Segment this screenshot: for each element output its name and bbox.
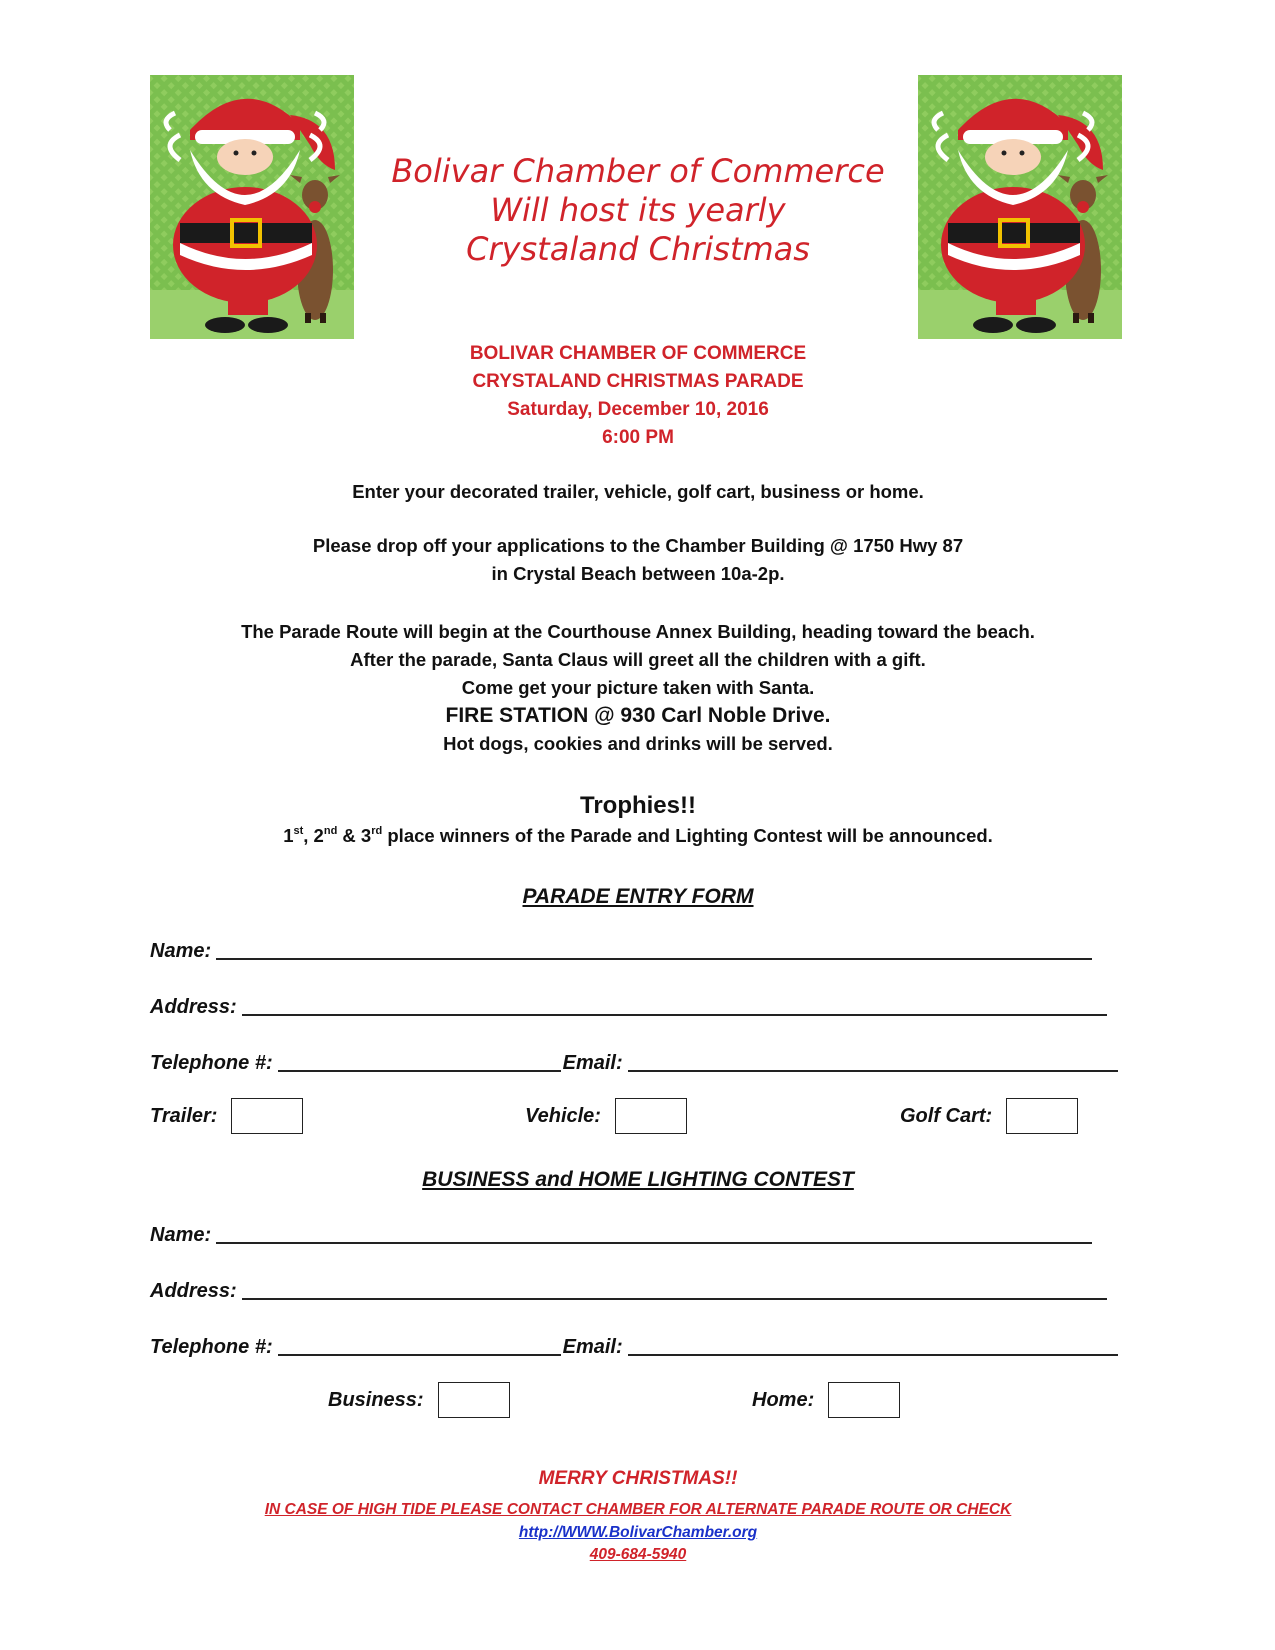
route-line-2: After the parade, Santa Claus will greet all the children with a gift. [350, 649, 926, 670]
lighting-email-line[interactable] [628, 1354, 1118, 1356]
business-label: Business: [328, 1388, 424, 1411]
enter-text: Enter your decorated trailer, vehicle, golf cart, business or home. [352, 481, 924, 502]
ordinal-2-suffix: nd [323, 825, 338, 837]
lighting-telephone-line[interactable] [278, 1354, 561, 1356]
parade-telephone-line[interactable] [278, 1070, 561, 1072]
merry-christmas: MERRY CHRISTMAS!! [538, 1468, 738, 1489]
lighting-contest-title: BUSINESS and HOME LIGHTING CONTEST [422, 1168, 854, 1191]
ordinal-1-suffix: st [293, 825, 304, 837]
trophies-rest: place winners of the Parade and Lighting Contest will be announced. [382, 825, 993, 846]
lighting-address-line[interactable] [242, 1298, 1107, 1300]
lighting-name-line[interactable] [216, 1242, 1092, 1244]
event-announcement-heading [300, 152, 976, 269]
parade-email-label: Email: [562, 1052, 623, 1074]
chamber-website-link[interactable]: http://WWW.BolivarChamber.org [518, 1524, 758, 1541]
dropoff-line-2: in Crystal Beach between 10a-2p. [491, 563, 785, 584]
golf-cart-label: Golf Cart: [900, 1104, 993, 1127]
vehicle-label: Vehicle: [525, 1104, 601, 1127]
heading-line-1: Bolivar Chamber of Commerce [391, 152, 885, 190]
event-info [300, 340, 976, 452]
route-line-3: Come get your picture taken with Santa. [461, 677, 815, 698]
fire-station-line: FIRE STATION @ 930 Carl Noble Drive. [445, 704, 831, 727]
route-info [120, 618, 1156, 758]
parade-name-field[interactable] [150, 940, 1092, 963]
trailer-label: Trailer: [150, 1104, 218, 1127]
parade-email-line[interactable] [628, 1070, 1118, 1072]
parade-telephone-field[interactable] [150, 1052, 1118, 1075]
home-label: Home: [752, 1388, 815, 1411]
food-line: Hot dogs, cookies and drinks will be served. [443, 733, 833, 754]
parade-vehicle-option[interactable] [525, 1098, 687, 1134]
parade-telephone-label: Telephone #: [150, 1052, 273, 1074]
chamber-phone: 409-684-5940 [589, 1546, 687, 1563]
lighting-address-label: Address: [150, 1280, 237, 1302]
trailer-checkbox[interactable] [231, 1098, 303, 1134]
lighting-name-label: Name: [150, 1224, 212, 1246]
lighting-telephone-field[interactable] [150, 1336, 1118, 1359]
home-checkbox[interactable] [828, 1382, 900, 1418]
ordinal-2: , 2 [303, 825, 324, 846]
event-name: CRYSTALAND CHRISTMAS PARADE [472, 371, 804, 392]
ordinal-1: 1 [283, 825, 294, 846]
lighting-address-field[interactable] [150, 1280, 1107, 1303]
trophies-heading: Trophies!! [579, 792, 696, 819]
parade-trailer-option[interactable] [150, 1098, 303, 1134]
event-date: Saturday, December 10, 2016 [507, 399, 769, 420]
route-line-1: The Parade Route will begin at the Courthouse Annex Building, heading toward the beach. [241, 621, 1035, 642]
entry-instructions [120, 478, 1156, 506]
parade-address-field[interactable] [150, 996, 1107, 1019]
ordinal-3: & 3 [337, 825, 372, 846]
lighting-email-label: Email: [562, 1336, 623, 1358]
parade-name-label: Name: [150, 940, 212, 962]
parade-address-label: Address: [150, 996, 237, 1018]
parade-name-line[interactable] [216, 958, 1092, 960]
lighting-telephone-label: Telephone #: [150, 1336, 273, 1358]
parade-address-line[interactable] [242, 1014, 1107, 1016]
ordinal-3-suffix: rd [371, 825, 383, 837]
parade-entry-form-title: PARADE ENTRY FORM [522, 885, 754, 908]
dropoff-line-1: Please drop off your applications to the Chamber Building @ 1750 Hwy 87 [312, 535, 964, 556]
heading-line-2: Will host its yearly [490, 191, 786, 229]
trophies-description [120, 825, 1156, 847]
golf-cart-checkbox[interactable] [1006, 1098, 1078, 1134]
event-time: 6:00 PM [602, 427, 674, 448]
event-organizer: BOLIVAR CHAMBER OF COMMERCE [469, 343, 807, 364]
lighting-name-field[interactable] [150, 1224, 1092, 1247]
lighting-home-option[interactable] [752, 1382, 900, 1418]
lighting-business-option[interactable] [328, 1382, 510, 1418]
parade-golf-cart-option[interactable] [900, 1098, 1078, 1134]
business-checkbox[interactable] [438, 1382, 510, 1418]
dropoff-instructions [120, 532, 1156, 588]
heading-line-3: Crystaland Christmas [466, 230, 810, 268]
vehicle-checkbox[interactable] [615, 1098, 687, 1134]
high-tide-notice: IN CASE OF HIGH TIDE PLEASE CONTACT CHAMBER FOR ALTERNATE PARADE ROUTE OR CHECK [264, 1501, 1012, 1518]
